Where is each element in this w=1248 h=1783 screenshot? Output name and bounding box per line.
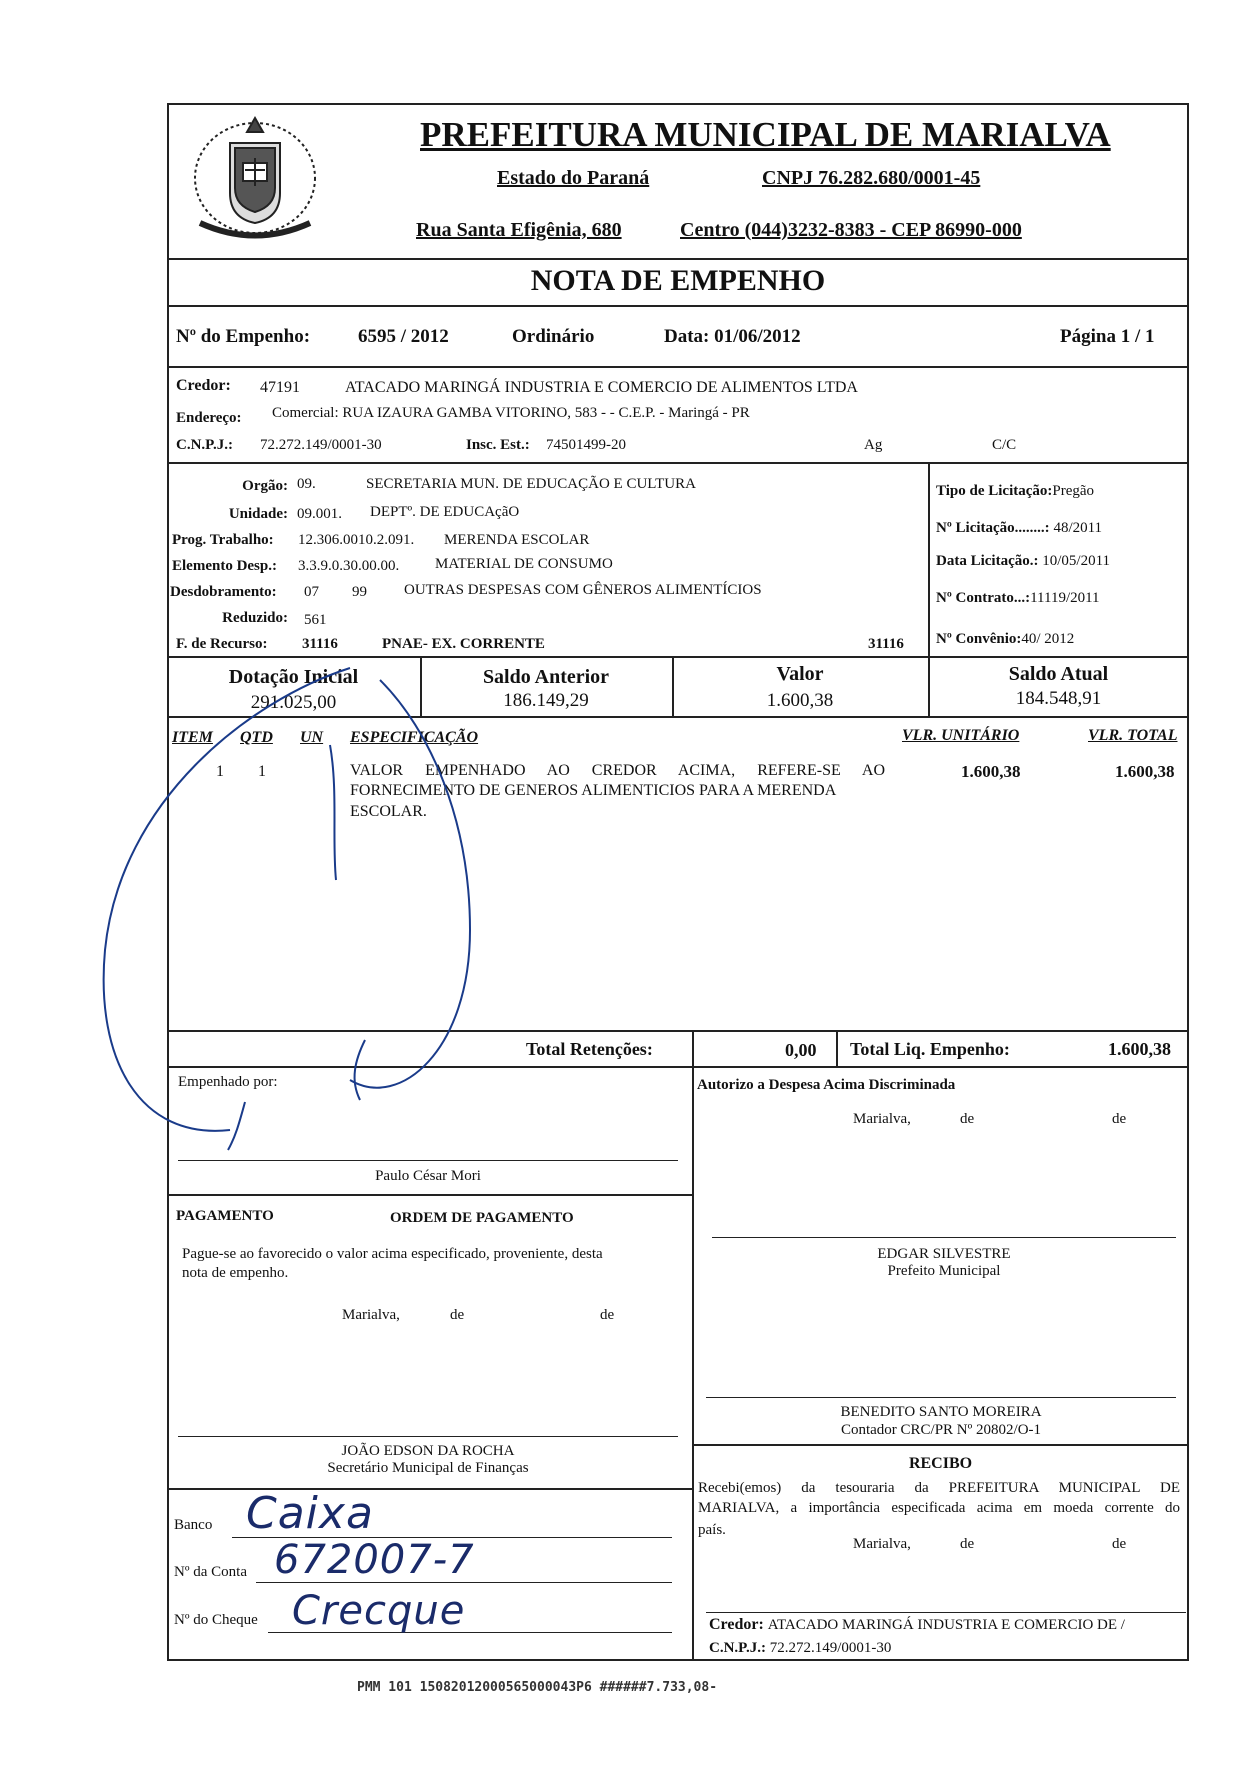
valor-label: Valor <box>776 663 824 685</box>
recibo-text-line-2: MARIALVA, a importância especificada acima em moeda corrente do <box>698 1500 1180 1516</box>
desdobramento-code2: 99 <box>352 584 367 600</box>
orgao-name: SECRETARIA MUN. DE EDUCAÇÃO E CULTURA <box>366 476 696 492</box>
dotacao-value: 291.025,00 <box>250 692 337 713</box>
total-retencoes-label: Total Retenções: <box>526 1039 653 1059</box>
recurso-code: 31116 <box>302 636 338 652</box>
row-spec-line-3: ESCOLAR. <box>350 803 427 820</box>
empenhado-por-name: Paulo César Mori <box>375 1168 481 1184</box>
agency-label: Ag <box>864 437 883 453</box>
secretario-name: JOÃO EDSON DA ROCHA <box>341 1443 515 1459</box>
page-number: Página 1 / 1 <box>1060 326 1155 347</box>
recibo-de-1: de <box>960 1536 975 1552</box>
col-especificacao: ESPECIFICAÇÃO <box>350 729 479 746</box>
elemento-name: MATERIAL DE CONSUMO <box>435 556 613 572</box>
valor-value: 1.600,38 <box>766 690 834 711</box>
dotacao-label: Dotação Inicial <box>228 666 359 688</box>
total-retencoes-value: 0,00 <box>785 1040 817 1060</box>
saldo-anterior-value: 186.149,29 <box>503 690 589 711</box>
recibo-cnpj-value: 72.272.149/0001-30 <box>769 1640 892 1656</box>
empenhado-por-label: Empenhado por: <box>178 1074 278 1090</box>
orgao-code: 09. <box>297 476 316 492</box>
elemento-label: Elemento Desp.: <box>172 558 277 574</box>
recibo-cnpj-label: C.N.P.J.: <box>709 1640 766 1656</box>
credor-cnpj-label: C.N.P.J.: <box>176 437 233 453</box>
contrato-value: 11119/2011 <box>1030 590 1100 606</box>
conta-handwritten: 672007-7 <box>274 1537 475 1583</box>
pague-de-2: de <box>600 1307 615 1323</box>
ie-value: 74501499-20 <box>546 437 626 453</box>
header-title: PREFEITURA MUNICIPAL DE MARIALVA <box>420 115 1111 154</box>
col-item: ITEM <box>172 729 213 746</box>
row-spec-line-1: VALOR EMPENHADO AO CREDOR ACIMA, REFERE-SE AO <box>350 762 885 779</box>
recurso-code2: 31116 <box>868 636 904 652</box>
empenho-type: Ordinário <box>512 326 595 347</box>
contador-role: Contador CRC/PR Nº 20802/O-1 <box>840 1422 1042 1438</box>
account-label: C/C <box>992 437 1017 453</box>
prog-label: Prog. Trabalho: <box>172 532 274 548</box>
convenio-value: 40/ 2012 <box>1021 631 1075 647</box>
recurso-label: F. de Recurso: <box>176 636 268 652</box>
total-liq-label: Total Liq. Empenho: <box>850 1039 1010 1059</box>
recurso-name: PNAE- EX. CORRENTE <box>382 636 545 652</box>
pagamento-label: PAGAMENTO <box>176 1208 274 1224</box>
num-licitacao-label: Nº Licitação........: <box>936 520 1050 536</box>
data-licitacao-value: 10/05/2011 <box>1042 553 1111 569</box>
credor-address: Comercial: RUA IZAURA GAMBA VITORINO, 583 - - C.E.P. - Maringá - PR <box>272 405 750 421</box>
tipo-licitacao-value: Pregão <box>1052 483 1095 499</box>
address-label: Endereço: <box>176 410 242 426</box>
recibo-text-line-3: país. <box>698 1522 726 1538</box>
prog-name: MERENDA ESCOLAR <box>444 532 590 548</box>
empenho-date: Data: 01/06/2012 <box>664 326 801 347</box>
ordem-pagamento-label: ORDEM DE PAGAMENTO <box>390 1210 574 1226</box>
row-qtd: 1 <box>258 763 266 780</box>
document-title: NOTA DE EMPENHO <box>530 264 826 297</box>
conta-label: Nº da Conta <box>174 1564 247 1580</box>
cheque-label: Nº do Cheque <box>174 1612 258 1628</box>
credor-name: ATACADO MARINGÁ INDUSTRIA E COMERCIO DE ALIMENTOS LTDA <box>345 379 858 396</box>
col-qtd: QTD <box>240 729 273 746</box>
unidade-label: Unidade: <box>228 506 288 522</box>
credor-cnpj: 72.272.149/0001-30 <box>260 437 382 453</box>
orgao-label: Orgão: <box>242 478 288 494</box>
credor-code: 47191 <box>260 379 300 396</box>
cheque-handwritten: Crecque <box>292 1588 466 1634</box>
empenho-number-label: Nº do Empenho: <box>176 326 311 347</box>
prefeito-role: Prefeito Municipal <box>887 1263 1001 1279</box>
reduzido-value: 561 <box>304 612 327 628</box>
recibo-credor-label: Credor: <box>709 1616 764 1633</box>
col-un: UN <box>300 729 324 746</box>
unidade-name: DEPTº. DE EDUCAçãO <box>370 504 520 520</box>
recibo-place: Marialva, <box>853 1536 911 1552</box>
saldo-anterior-label: Saldo Anterior <box>482 666 610 688</box>
elemento-code: 3.3.9.0.30.00.00. <box>298 558 400 574</box>
row-item: 1 <box>216 763 224 780</box>
saldo-atual-value: 184.548,91 <box>1015 688 1102 709</box>
recibo-credor-name: ATACADO MARINGÁ INDUSTRIA E COMERCIO DE / <box>767 1617 1125 1633</box>
convenio-label: Nº Convênio: <box>936 631 1022 647</box>
contador-name: BENEDITO SANTO MOREIRA <box>840 1404 1042 1420</box>
row-vlr-unitario: 1.600,38 <box>961 762 1021 781</box>
credor-label: Credor: <box>176 377 231 394</box>
pague-text-line-2: nota de empenho. <box>182 1265 289 1281</box>
ie-label: Insc. Est.: <box>466 437 530 453</box>
col-vlr-unitario: VLR. UNITÁRIO <box>902 727 1020 744</box>
header-address: Rua Santa Efigênia, 680 <box>416 219 622 241</box>
desdobramento-code1: 07 <box>304 584 319 600</box>
autorizo-place: Marialva, <box>853 1111 911 1127</box>
footer-code: PMM 101 15082012000565000043P6 ######7.733,08- <box>357 1680 718 1695</box>
empenho-number: 6595 / 2012 <box>358 326 449 347</box>
contrato-label: Nº Contrato...: <box>936 590 1031 606</box>
banco-handwritten: Caixa <box>246 1488 374 1539</box>
desdobramento-name: OUTRAS DESPESAS COM GÊNEROS ALIMENTÍCIOS <box>404 582 762 598</box>
autorizo-de-2: de <box>1112 1111 1127 1127</box>
data-licitacao-label: Data Licitação.: <box>936 553 1039 569</box>
recibo-text-line-1: Recebi(emos) da tesouraria da PREFEITURA MUNICIPAL DE <box>698 1480 1180 1496</box>
col-vlr-total: VLR. TOTAL <box>1088 727 1178 744</box>
secretario-role: Secretário Municipal de Finanças <box>327 1460 529 1476</box>
recibo-de-2: de <box>1112 1536 1127 1552</box>
row-vlr-total: 1.600,38 <box>1115 762 1175 781</box>
pague-de-1: de <box>450 1307 465 1323</box>
reduzido-label: Reduzido: <box>222 610 288 626</box>
prog-code: 12.306.0010.2.091. <box>298 532 415 548</box>
banco-label: Banco <box>174 1517 213 1533</box>
autorizo-de-1: de <box>960 1111 975 1127</box>
row-spec-line-2: FORNECIMENTO DE GENEROS ALIMENTICIOS PARA A MERENDA <box>350 782 837 799</box>
pague-text-line-1: Pague-se ao favorecido o valor acima especificado, proveniente, desta <box>182 1246 603 1262</box>
total-liq-value: 1.600,38 <box>1108 1039 1171 1059</box>
pague-place: Marialva, <box>342 1307 400 1323</box>
unidade-code: 09.001. <box>297 506 342 522</box>
prefeito-name: EDGAR SILVESTRE <box>877 1246 1011 1262</box>
recibo-title: RECIBO <box>908 1455 973 1472</box>
saldo-atual-label: Saldo Atual <box>1008 663 1109 685</box>
desdobramento-label: Desdobramento: <box>170 584 277 600</box>
header-district-phone: Centro (044)3232-8383 - CEP 86990-000 <box>680 219 1022 241</box>
header-state: Estado do Paraná <box>497 167 650 189</box>
header-cnpj: CNPJ 76.282.680/0001-45 <box>762 167 981 189</box>
tipo-licitacao-label: Tipo de Licitação: <box>936 483 1053 499</box>
autorizo-text: Autorizo a Despesa Acima Discriminada <box>697 1077 956 1093</box>
num-licitacao-value: 48/2011 <box>1053 520 1103 536</box>
